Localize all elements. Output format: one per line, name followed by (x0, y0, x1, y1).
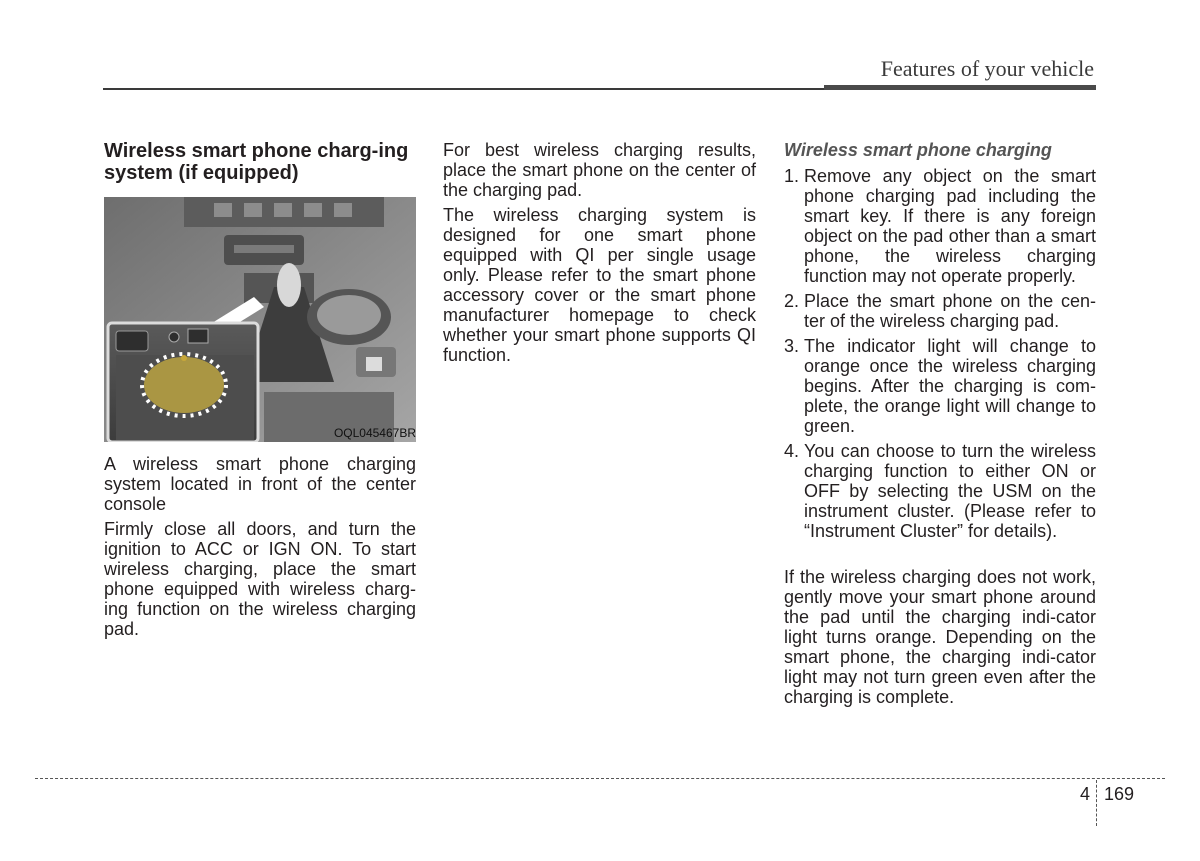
body-paragraph: If the wireless charging does not work, gently move your smart phone around the pad until the charging indi-cator light turns orange. Depending on the smart phone, the charging indi-cator light may not turn green even after the charging is complete. (784, 567, 1096, 707)
step-text: The indicator light will change to orange once the wireless charging begins. After the charging is com-plete, the orange light will change to green. (804, 336, 1096, 436)
body-paragraph: For best wireless charging results, place the smart phone on the center of the charging pad. (443, 140, 756, 200)
section-number: 4 (1080, 784, 1091, 804)
step-number: 4. (784, 441, 800, 461)
page-number: 169 (1104, 784, 1135, 804)
header-rule-accent (824, 85, 1096, 90)
figure-caption: A wireless smart phone charging system located in front of the center console (104, 454, 416, 514)
list-item (784, 441, 1096, 541)
body-paragraph: The wireless charging system is designed for one smart phone equipped with QI per single usage only. Please refer to the smart phone accessory cover or the smart phone manufacturer homepage to check whether your smart phone supports QI function. (443, 205, 756, 365)
left-column (104, 140, 416, 644)
list-item (784, 291, 1096, 331)
list-item (784, 166, 1096, 286)
running-header: Features of your vehicle (880, 56, 1094, 81)
footer-divider (1096, 780, 1097, 826)
subsection-title: Wireless smart phone charging (784, 140, 1052, 160)
steps-list (784, 166, 1096, 541)
step-number: 3. (784, 336, 800, 356)
step-number: 2. (784, 291, 800, 311)
console-figure (104, 197, 416, 442)
center-console-illustration (104, 197, 416, 442)
step-text: Place the smart phone on the cen-ter of the wireless charging pad. (804, 291, 1096, 331)
middle-column (443, 140, 756, 370)
right-column (784, 140, 1096, 712)
step-text: Remove any object on the smart phone charging pad including the smart key. If there is any foreign object on the pad other than a smart phone, the wireless charging function may not operate properly. (804, 166, 1096, 286)
list-item (784, 336, 1096, 436)
footer-rule (35, 778, 1165, 779)
step-text: You can choose to turn the wireless charging function to either ON or OFF by selecting the USM on the instrument cluster. (Please refer to “Instrument Cluster” for details). (804, 441, 1096, 541)
body-paragraph: Firmly close all doors, and turn the ignition to ACC or IGN ON. To start wireless charging, place the smart phone equipped with wireless charg-ing function on the wireless charging pad. (104, 519, 416, 639)
figure-code: OQL045467BR (333, 426, 416, 440)
step-number: 1. (784, 166, 800, 186)
section-title: Wireless smart phone charg-ing system (if equipped) (104, 140, 409, 184)
